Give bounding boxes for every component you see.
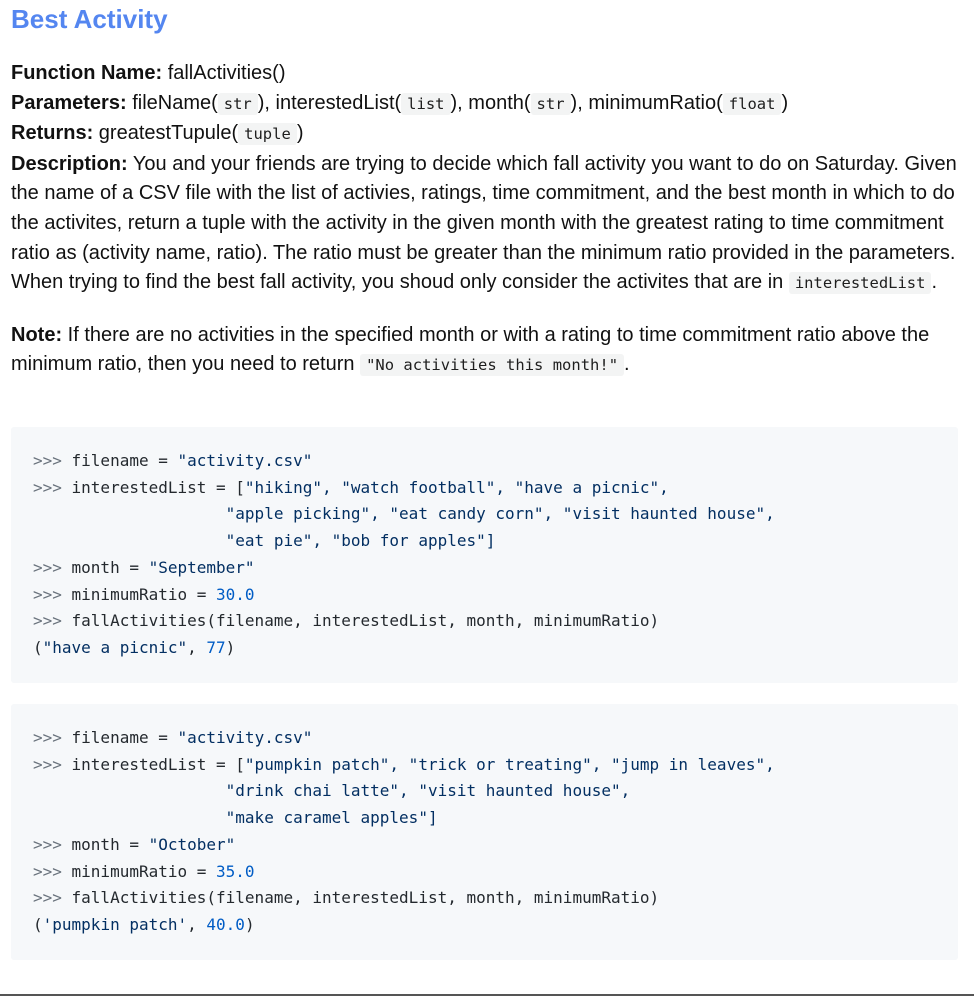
description-end: . <box>931 271 938 294</box>
code-line: >>> filename = "activity.csv" <box>33 451 313 470</box>
param-close: ), <box>570 91 583 114</box>
code-line: >>> month = "September" <box>33 557 255 577</box>
note-text: If there are no activities in the specified month or with a rating to time commitment ratio above the minimum ratio, then you need to return <box>11 323 930 376</box>
code-output-line: ('pumpkin patch', 40.0) <box>33 914 255 934</box>
param-type: list <box>401 93 450 115</box>
parameters-line <box>11 89 963 120</box>
bottom-divider <box>0 994 974 996</box>
returns-label: Returns: <box>11 122 94 145</box>
description-code: interestedList <box>789 272 932 294</box>
param-name: fileName( <box>132 91 218 114</box>
note-end: . <box>624 353 630 376</box>
example-code-block-2 <box>11 704 958 960</box>
code-line: "apple picking", "eat candy corn", "visit haunted house", <box>225 504 775 524</box>
note-label: Note: <box>11 323 63 346</box>
description-label: Description: <box>11 152 128 175</box>
code-line: >>> interestedList = ["pumpkin patch", "trick or treating", "jump in leaves", <box>33 754 775 774</box>
code-line: "drink chai latte", "visit haunted house", <box>225 781 631 801</box>
param-type: str <box>531 93 571 115</box>
code-line: >>> month = "October" <box>33 834 236 854</box>
returns-name: greatestTupule( <box>98 122 239 145</box>
code-line: >>> fallActivities(filename, interestedList, month, minimumRatio) <box>33 888 660 908</box>
example-code-block-1 <box>11 427 958 683</box>
param-close: ), <box>450 91 463 114</box>
returns-type: tuple <box>238 123 297 145</box>
code-line: >>> minimumRatio = 35.0 <box>33 861 255 881</box>
code-line: "make caramel apples"] <box>225 808 438 828</box>
document <box>0 0 974 381</box>
param-name: interestedList( <box>275 91 402 114</box>
function-name-line <box>11 59 963 89</box>
function-spec <box>11 59 963 381</box>
note <box>11 321 963 381</box>
description <box>11 150 963 299</box>
description-text: You and your friends are trying to decide which fall activity you want to do on Saturday. Given the name of a CSV file with the list of activies, ratings, time commitment, and the best month in which to do the activites, return a tuple with the activity in the given month with the greatest rating to time commitment ratio as (activity name, ratio). The ratio must be greater than the minimum ratio provided in the parameters. When trying to find the best fall activity, you shoud only consider the activites that are in <box>11 152 957 294</box>
param-type: str <box>218 93 258 115</box>
returns-close: ) <box>296 122 304 145</box>
code-line: >>> fallActivities(filename, interestedList, month, minimumRatio) <box>33 611 660 631</box>
code-line: >>> interestedList = ["hiking", "watch football", "have a picnic", <box>33 477 669 497</box>
code-line: "eat pie", "bob for apples"] <box>225 531 496 551</box>
code-line: >>> filename = "activity.csv" <box>33 728 313 747</box>
param-close: ), <box>257 91 270 114</box>
param-type: float <box>723 93 782 115</box>
param-name: month( <box>468 91 531 114</box>
note-code: "No activities this month!" <box>360 354 624 376</box>
code-line: >>> minimumRatio = 30.0 <box>33 584 255 604</box>
parameters-label: Parameters: <box>11 91 127 114</box>
function-name-label: Function Name: <box>11 62 163 84</box>
function-name-value: fallActivities() <box>167 62 286 84</box>
param-name: minimumRatio( <box>588 91 723 114</box>
code-output-line: ("have a picnic", 77) <box>33 637 236 657</box>
param-close: ) <box>781 91 789 114</box>
page-title: Best Activity <box>11 4 168 34</box>
returns-line <box>11 119 963 150</box>
